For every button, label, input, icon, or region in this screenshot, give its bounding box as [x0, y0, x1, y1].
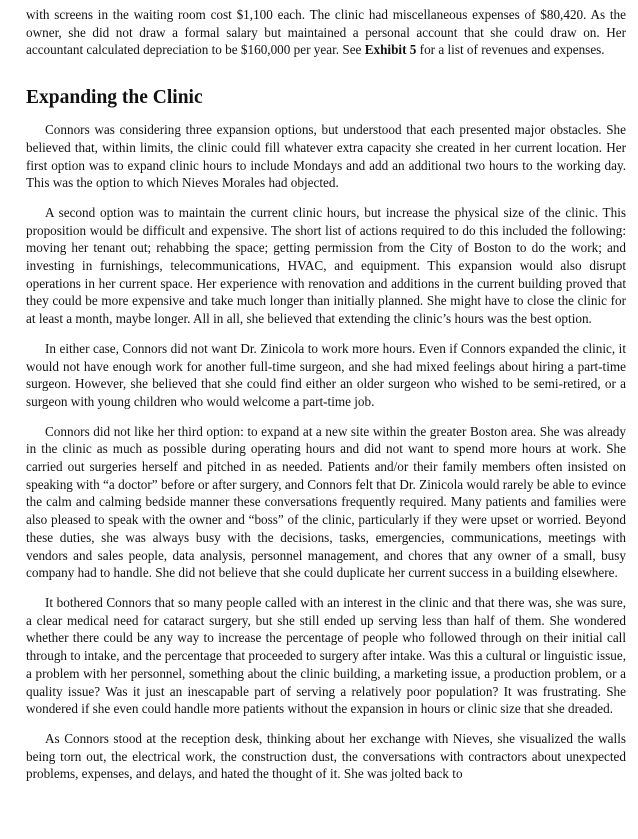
exhibit-reference: Exhibit 5	[364, 42, 417, 58]
intro-paragraph	[26, 6, 626, 59]
paragraph-reception-desk: As Connors stood at the reception desk, thinking about her exchange with Nieves, she visualized the walls being torn out, the electrical work, the construction dust, the conversations with contractors about unexpected problems, expenses, and delays, and hated the thought of it. She was jolted back to	[26, 730, 626, 782]
section-heading: Expanding the Clinic	[26, 87, 203, 109]
paragraph-third-option: Connors did not like her third option: to expand at a new site within the greater Boston area. She was already in the clinic as much as possible during operating hours and did not want to spend more hours at work. She carried out surgeries herself and pitched in as needed. Patients and/or their family members often insisted on speaking with “a doctor” before or after surgery, and Connors felt that Dr. Zinicola would rarely be able to evince the calm and calming bedside manner these conversations frequently required. Many patients and families were also pleased to speak with the owner and “boss” of the clinic, particularly if they were upset or worried. Beyond these duties, she was always busy with the decisions, tasks, emergencies, communications, meetings with vendors and sales people, data analysis, personnel management, and chores that any owner of a small, busy company had to handle. She did not believe that she could duplicate her current success in a building elsewhere.	[26, 423, 626, 581]
paragraph-patient-followthrough: It bothered Connors that so many people called with an interest in the clinic and that there was, she was sure, a clear medical need for cataract surgery, but she still ended up serving less than half of them. She wondered whether there could be any way to increase the percentage of people who followed through on their initial call through to intake, and the percentage that proceeded to surgery after intake. Was this a cultural or linguistic issue, a problem with her personnel, something about the clinic building, a marketing issue, a production problem, or a quality issue? Was it just an inescapable part of serving a relatively poor population? It was frustrating. She wondered if she even could handle more patients without the expansion in hours or clinic size that she dreaded.	[26, 594, 626, 717]
paragraph-surgeon-hours: In either case, Connors did not want Dr. Zinicola to work more hours. Even if Connors expanded the clinic, it would not have enough work for another full-time surgeon, and she had mixed feelings about hiring a part-time surgeon. However, she believed that she could find either an older surgeon who wished to be semi-retired, or a surgeon with young children who would welcome a part-time job.	[26, 340, 626, 409]
intro-text-after: for a list of revenues and expenses.	[416, 42, 605, 58]
intro-text-before: with screens in the waiting room cost $1,100 each. The clinic had miscellaneous expenses of $80,420. As the owner, she did not draw a formal salary but maintained a personal account that she could draw on. Her accountant calculated depreciation to be $160,000 per year. See	[26, 7, 626, 58]
paragraph-second-option: A second option was to maintain the current clinic hours, but increase the physical size of the clinic. This proposition would be difficult and expensive. The short list of actions required to do this included the following: moving her tenant out; rehabbing the space; getting permission from the City of Boston to do the work; and investing in furnishings, telecommunications, HVAC, and equipment. This expansion would also disrupt operations in her current space. Her experience with renovation and additions in the current building proved that they could be more expensive and take much longer than initially planned. She might have to close the clinic for at least a month, maybe longer. All in all, she believed that extending the clinic’s hours was the best option.	[26, 204, 626, 327]
paragraph-expansion-options: Connors was considering three expansion options, but understood that each presented major obstacles. She believed that, within limits, the clinic could fill whatever extra capacity she created in her current location. Her first option was to expand clinic hours to include Mondays and add an additional two hours to the working day. This was the option to which Nieves Morales had objected.	[26, 122, 626, 191]
